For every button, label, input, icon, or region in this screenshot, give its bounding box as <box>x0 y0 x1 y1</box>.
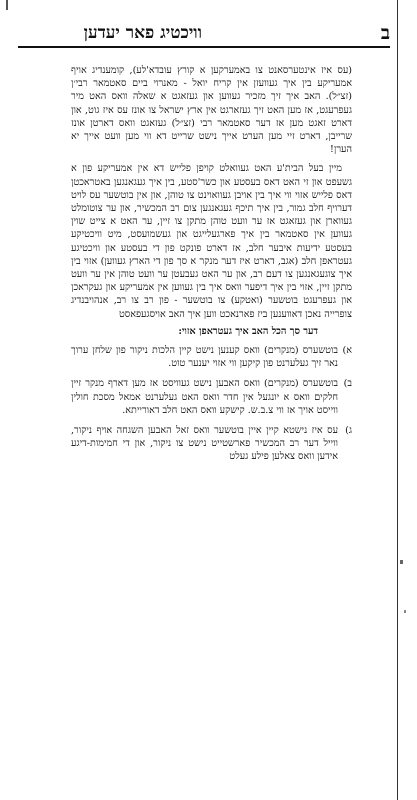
summary-intro: דער סך הכל האב איך געטראפן אזוי: <box>178 325 318 337</box>
list-item-label: ב) <box>343 378 352 390</box>
body-text <box>71 64 352 471</box>
header-rule <box>18 46 390 48</box>
scan-speck <box>6 0 8 10</box>
scan-edge-line <box>397 0 398 800</box>
list-item-label: ג) <box>345 425 352 437</box>
header-title: וויכטיג פאר יעדען <box>83 23 202 43</box>
list-item-label: א) <box>342 345 352 357</box>
scan-speck <box>400 560 403 564</box>
second-paragraph: מיין בעל הבית'ע האט געוואלט קויפן פלייש דא אין אמעריקע פון א גשעפט און זי האט דאס בעסטע און כשר'סטע, בין איך געגאנגען באטראכטן דאס פלייש אזוי ווי איך בין אויבן געוואוינט צו טוהן, און אין בוטשער עס לויט דערויף חלב גמור, בין איך תיכף געגאנגען צום רב המכשיר, און ער צוטומלט געווארן און געזאגט אז ער וועט טוהן מתקן צו זיין, ער האט א צייט שוין געווען אין סאטמאר בין איך פארגעלייגט און געשמועסט, מיט וויכטיקע בעסטע ידיעות איבער חלב, אז דארט פונקט פון די בעסטע און וויכטיגע געטראפן חלב (אגב, דארט איז דער מנקר א סך פון די הארץ געווען) אזוי בין איך צוגעגאנגען צו דעם רב, און ער האט געבעטן ער וועט טוהן אין ער וועט מתקן זיין, אזוי בין איך דיפער וואס איך בין געווען אין אמעריקע און געקראכן און געפרעגט בוטשער (ואטקע) צו בוטשער - פון רב צו רב, אנהויבנדיג צופרייה נאכן דאווענען ביז פארנאכט ווען איך האב אויסגעפאסט <box>71 163 352 320</box>
page-number-letter: ב <box>380 22 390 44</box>
list-item-text: בוטשערס (מנקרים) וואס האבען נישט געוויסט אז מען דארף מנקר זיין חלקים וואס א יונגעל אין חדר וואס האט געלערנט אמאל מסכת חולין ווייסט אויך אז ווי צ.ב.ש. קישקע וואס האט חלב דאורייתא. <box>71 378 338 416</box>
findings-list <box>71 344 352 464</box>
list-item-text: עס איז נישטא קיין איין בוטשער וואס זאל האבען השגחה אויף ניקור, ווייל דער רב המכשיר פארשטייט נישט צו ניקור, און די חמימות-דיגע אידען וואס צאלען פילע געלט <box>71 425 338 463</box>
list-item <box>71 377 352 417</box>
scan-speck <box>404 610 406 613</box>
page-header <box>18 22 390 44</box>
list-item <box>71 344 352 370</box>
list-item <box>71 424 352 464</box>
opening-paragraph: (עס איז אינטערסאנט צו באמערקען א קורץ עובדא'לע), קומענדיג אויף אמעריקע בין איך געוועזן אין קריח יואל - מאנרוי ביים סאטמאר רבי׳ן (זצ״ל). האב איך זיך מזכיר געווען און געזאגט א שאלה וואס האט מיר געפרעגט, אז מען האט זיך געזארגט אין ארץ ישראל צו אונז עס איז גוט, און דארט זאגט מען אז דער סאטמאר רבי (זצ״ל) געזאגט וואס דארטן אונז שרייבן, דארט זיי מען הערט אייך נישט שרייט דא ווי מען וועט אייך יא הערן! <box>71 65 352 156</box>
list-item-text: בוטשערס (מנקרים) וואס קענען נישט קיין הלכות ניקור פון שלחן ערוך נאר זיך געלערנט פון קיקען ווי אזוי יענער טוט. <box>71 345 338 370</box>
